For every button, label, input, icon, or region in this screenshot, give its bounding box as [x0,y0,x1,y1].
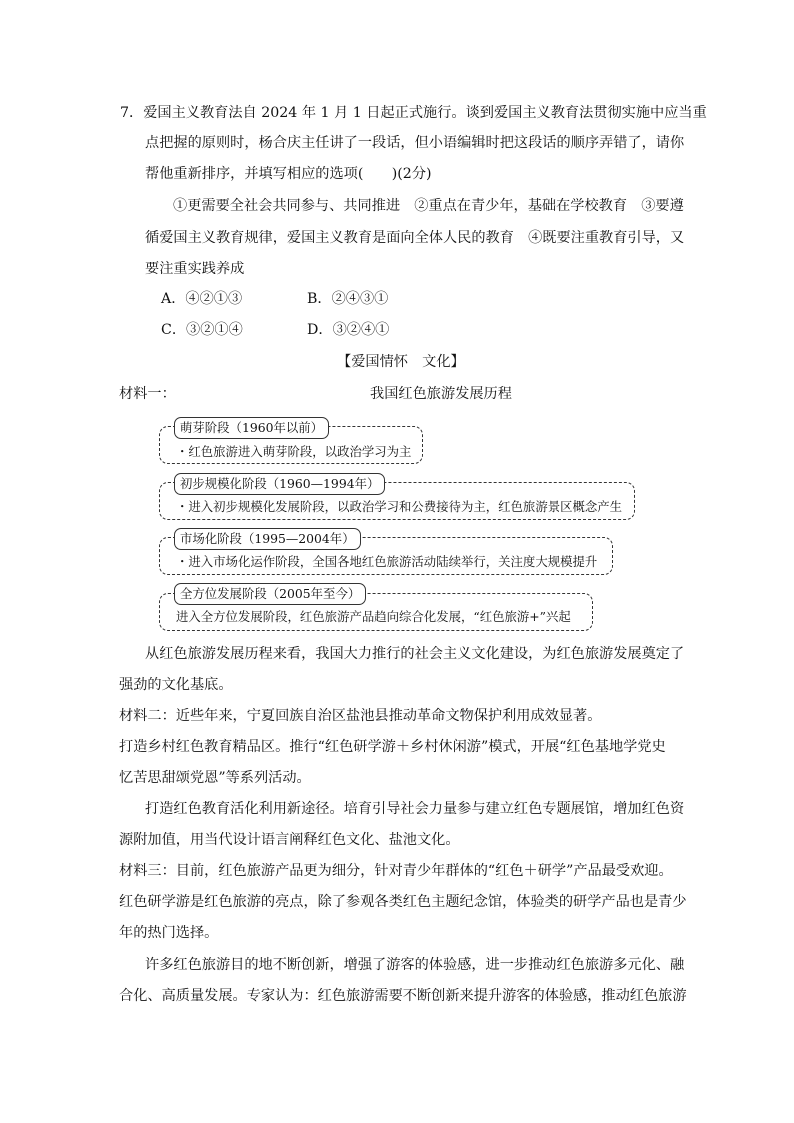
stage-desc-3: ・进入市场化运作阶段，全国各地红色旅游活动陆续举行，关注度大规模提升 [176,554,598,569]
material1-label: 材料一： [119,386,176,402]
option-c: C．③②①④ [161,322,243,338]
material2-line-2: 打造乡村红色教育精品区。推行“红色研学游＋乡村休闲游”模式，开展“红色基地学党史 [119,739,666,755]
material3-line-3: 年的热门选择。 [119,925,219,941]
material1-title: 我国红色旅游发展历程 [370,386,512,402]
statement-line-3: 要注重实践养成 [145,261,245,277]
material1-summary-2: 强劲的文化基底。 [119,677,233,693]
section-heading: 【爱国情怀 文化】 [337,354,465,370]
material2-line-4: 打造红色教育活化利用新途径。培育引导社会力量参与建立红色专题展馆，增加红色资 [145,801,685,817]
material3-line-2: 红色研学游是红色旅游的亮点，除了参观各类红色主题纪念馆，体验类的研学产品也是青少 [119,894,687,910]
material3-line-5: 合化、高质量发展。专家认为：红色旅游需要不断创新来提升游客的体验感，推动红色旅游 [119,988,687,1004]
material2-line-3: 忆苦思甜颂党恩”等系列活动。 [119,770,311,786]
material2-line-5: 源附加值，用当代设计语言阐释红色文化、盐池文化。 [119,832,460,848]
material3-line-4: 许多红色旅游目的地不断创新，增强了游客的体验感，进一步推动红色旅游多元化、融 [145,957,685,973]
stage-name-2: 初步规模化阶段（1960—1994年） [174,473,385,495]
question-line-3: 帮他重新排序，并填写相应的选项( )(2分) [145,166,432,182]
stage-name-1: 萌芽阶段（1960年以前） [174,417,329,439]
option-b: B．②④③① [307,291,389,307]
question-line-1: 7．爱国主义教育法自 2024 年 1 月 1 日起正式施行。谈到爱国主义教育法贯彻实施中应当重 [120,105,707,121]
stage-name-4: 全方位发展阶段（2005年至今） [174,583,366,605]
stage-desc-1: ・红色旅游进入萌芽阶段，以政治学习为主 [176,444,412,459]
stage-desc-4: 进入全方位发展阶段，红色旅游产品趋向综合化发展，“红色旅游+”兴起 [176,609,571,624]
material2-line-1: 材料二：近些年来，宁夏回族自治区盐池县推动革命文物保护利用成效显著。 [119,708,602,724]
material1-summary-1: 从红色旅游发展历程来看，我国大力推行的社会主义文化建设，为红色旅游发展奠定了 [145,646,685,662]
statement-line-1: ①更需要全社会共同参与、共同推进 ②重点在青少年，基础在学校教育 ③要遵 [173,198,684,214]
material3-line-1: 材料三：目前，红色旅游产品更为细分，针对青少年群体的“红色＋研学”产品最受欢迎。 [119,863,673,879]
option-a: A．④②①③ [161,291,243,307]
option-d: D．③②④① [307,322,390,338]
stage-desc-2: ・进入初步规模化发展阶段，以政治学习和公费接待为主，红色旅游景区概念产生 [176,499,623,514]
stage-name-3: 市场化阶段（1995—2004年） [174,528,361,550]
statement-line-2: 循爱国主义教育规律，爱国主义教育是面向全体人民的教育 ④既要注重教育引导，又 [145,230,685,246]
question-line-2: 点把握的原则时，杨合庆主任讲了一段话，但小语编辑时把这段话的顺序弄错了，请你 [145,135,685,151]
